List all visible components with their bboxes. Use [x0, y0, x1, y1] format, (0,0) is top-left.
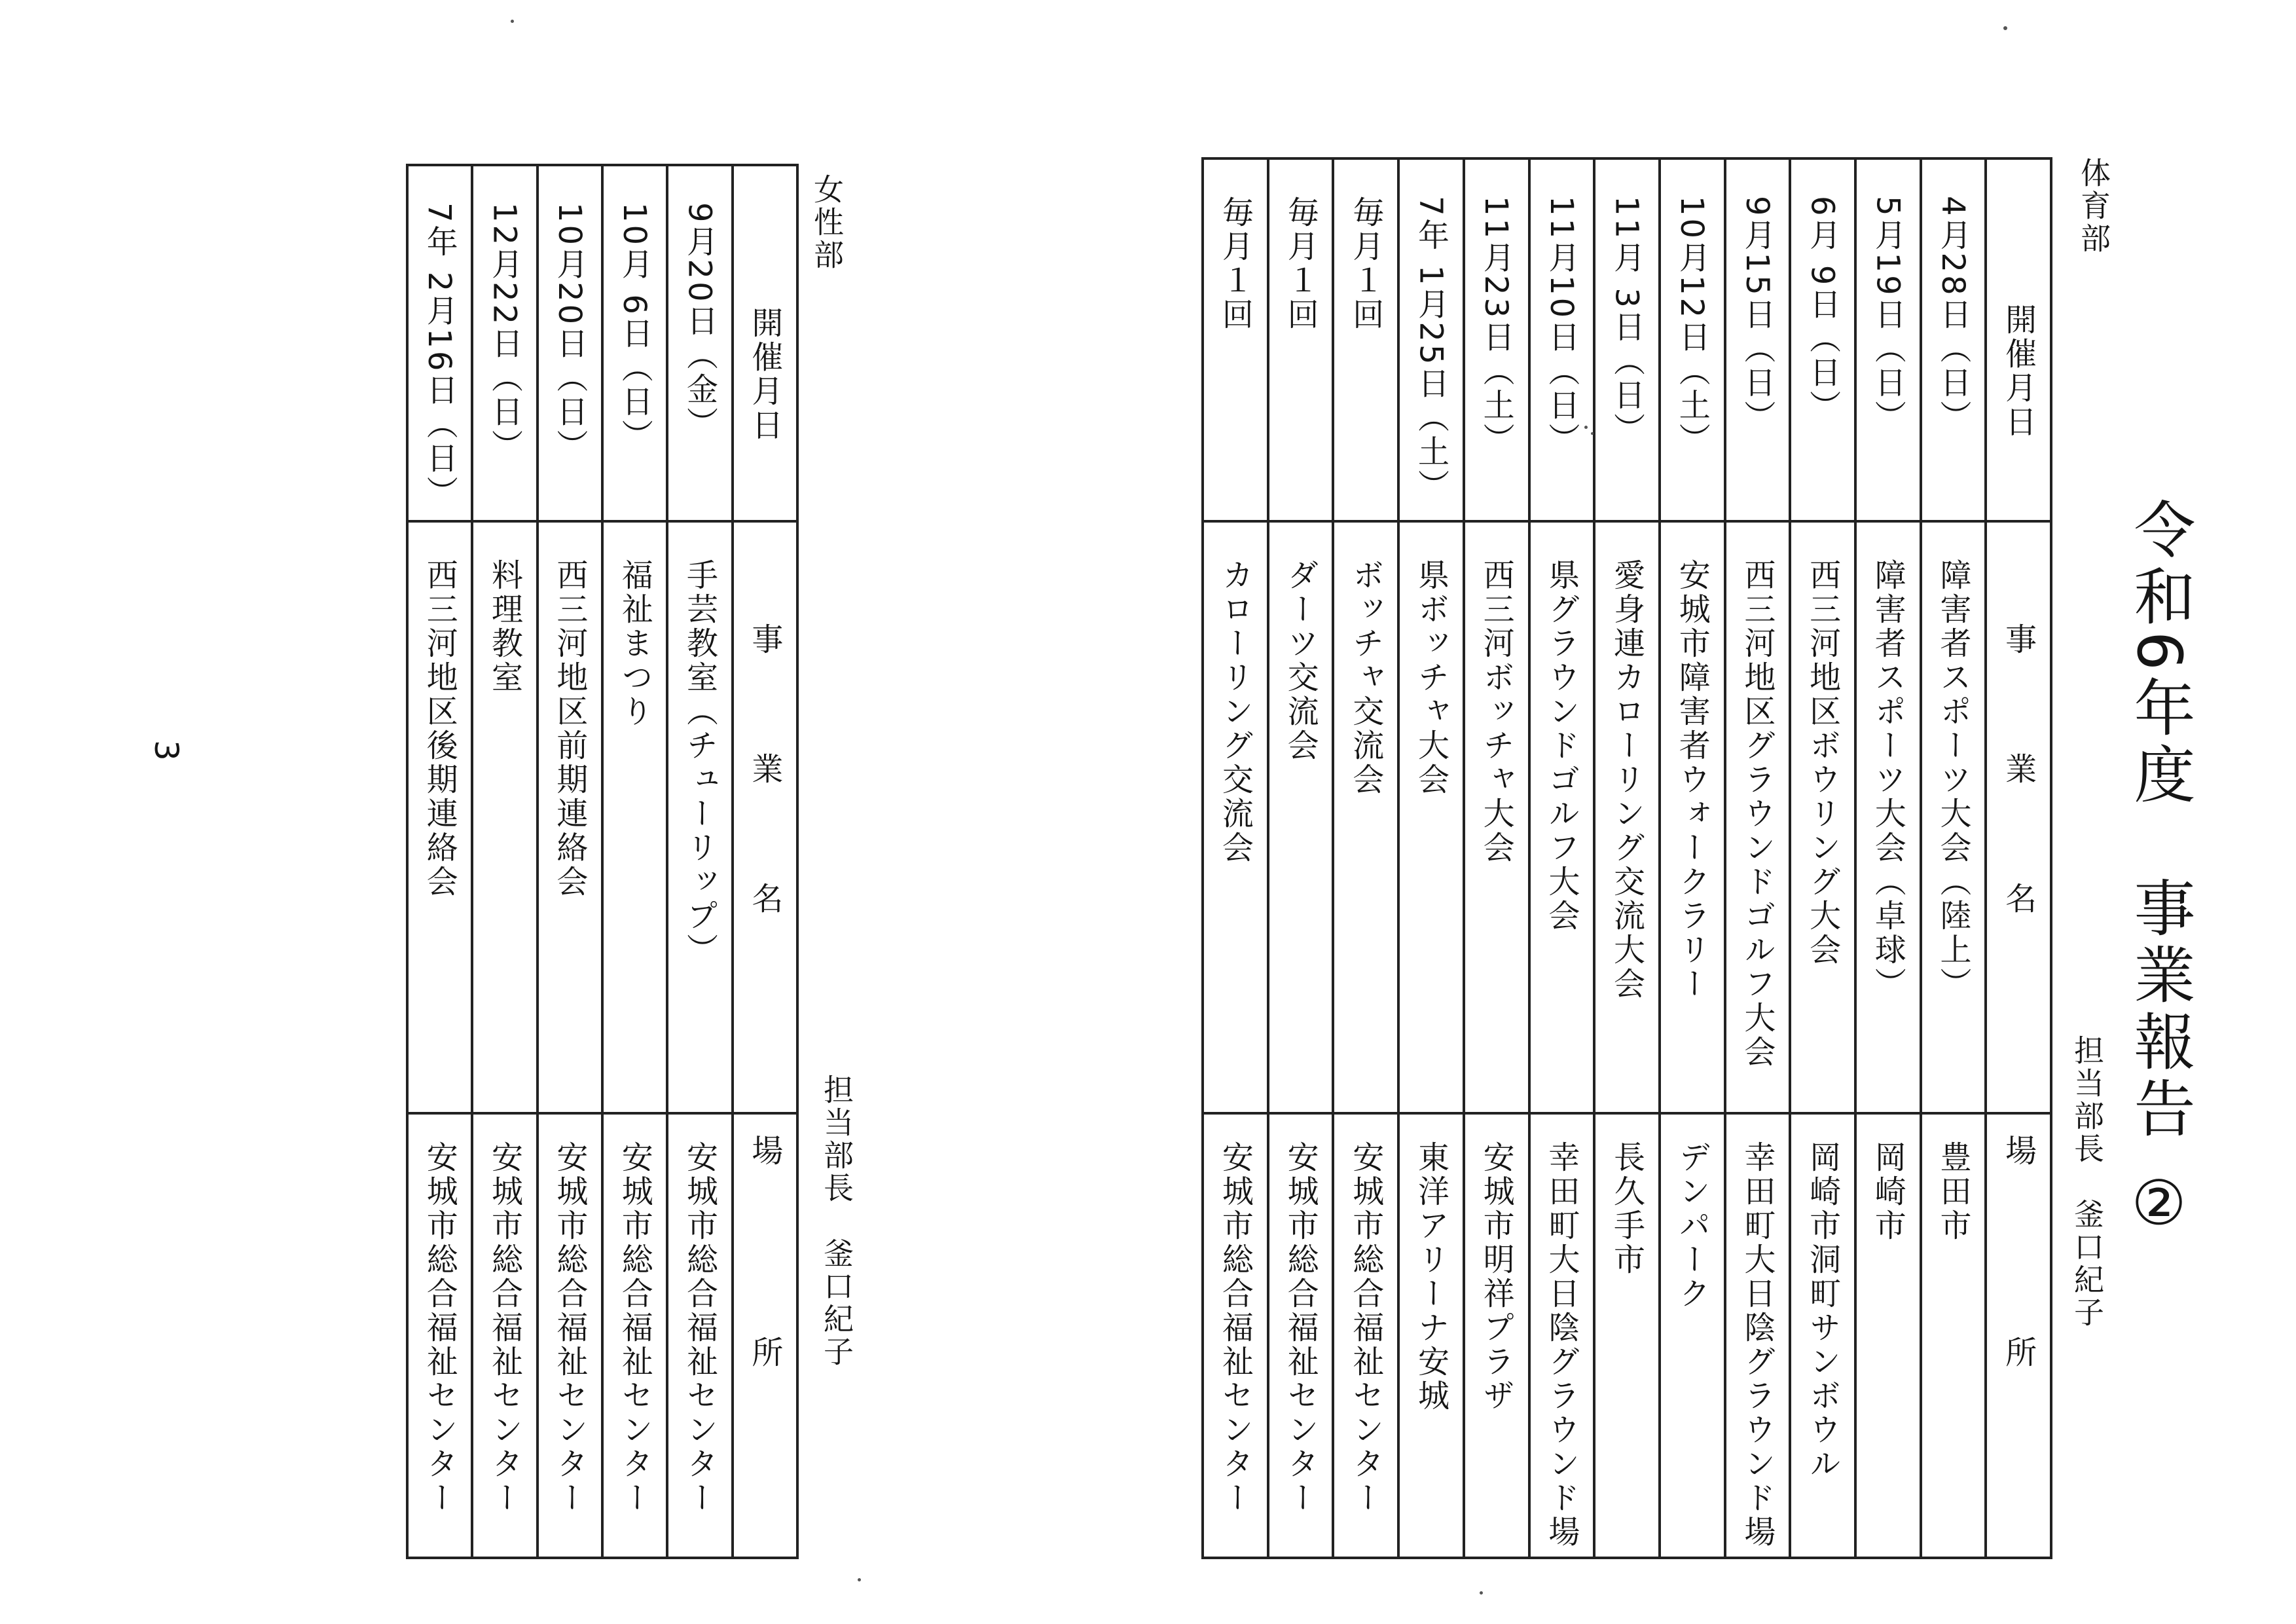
cell-date: 11月10日（日） — [1529, 158, 1595, 521]
cell-date: 5月19日（日） — [1855, 158, 1921, 521]
table-row — [602, 165, 667, 1558]
header-row — [1986, 158, 2051, 1558]
header-date: 開催月日 — [733, 165, 797, 521]
cell-event: 西三河地区ボウリング大会 — [1790, 521, 1855, 1113]
cell-place: 東洋アリーナ安城 — [1398, 1113, 1464, 1558]
cell-event: 障害者スポーツ大会（陸上） — [1921, 521, 1986, 1113]
cell-event: 県ボッチャ大会 — [1398, 521, 1464, 1113]
cell-date: 7年 2月16日（日） — [407, 165, 472, 521]
header-event: 事業名 — [733, 521, 797, 1113]
schedule-table-josei — [406, 164, 799, 1559]
cell-place: 安城市総合福祉センター — [1333, 1113, 1398, 1558]
cell-place: 長久手市 — [1594, 1113, 1660, 1558]
cell-event: 福祉まつり — [602, 521, 667, 1113]
table-row — [1529, 158, 1595, 1558]
cell-place: 安城市明祥プラザ — [1464, 1113, 1529, 1558]
cell-date: 毎月１回 — [1203, 158, 1268, 521]
cell-place: 安城市総合福祉センター — [602, 1113, 667, 1558]
page-title: 令和6年度 事業報告 ② — [2123, 498, 2195, 1245]
cell-date: 毎月１回 — [1268, 158, 1334, 521]
table-row — [1203, 158, 1268, 1558]
scan-speck — [2003, 26, 2007, 30]
cell-date: 11月 3日（日） — [1594, 158, 1660, 521]
cell-date: 10月20日（日） — [538, 165, 602, 521]
cell-place: 安城市総合福祉センター — [472, 1113, 537, 1558]
cell-place: 岡崎市 — [1855, 1113, 1921, 1558]
table-row — [1594, 158, 1660, 1558]
cell-event: 障害者スポーツ大会（卓球） — [1855, 521, 1921, 1113]
cell-event: 西三河ボッチャ大会 — [1464, 521, 1529, 1113]
cell-event: ダーツ交流会 — [1268, 521, 1334, 1113]
table-row — [1921, 158, 1986, 1558]
table-body — [407, 165, 797, 1558]
schedule-table-taiiku — [1201, 157, 2052, 1559]
table-row — [1855, 158, 1921, 1558]
cell-place: 安城市総合福祉センター — [538, 1113, 602, 1558]
cell-event: 西三河地区後期連絡会 — [407, 521, 472, 1113]
cell-event: ボッチャ交流会 — [1333, 521, 1398, 1113]
table-row — [1333, 158, 1398, 1558]
table-row — [1464, 158, 1529, 1558]
header-row — [733, 165, 797, 1558]
table-row — [538, 165, 602, 1558]
table-row — [1725, 158, 1791, 1558]
scan-speck — [1584, 426, 1588, 429]
cell-event: 料理教室 — [472, 521, 537, 1113]
cell-place: 豊田市 — [1921, 1113, 1986, 1558]
cell-date: 10月12日（土） — [1660, 158, 1725, 521]
cell-date: 9月15日（日） — [1725, 158, 1791, 521]
section-label-taiiku: 体育部 — [2076, 157, 2111, 255]
cell-place: 安城市総合福祉センター — [1203, 1113, 1268, 1558]
scan-speck — [1480, 1591, 1483, 1595]
table-body — [1203, 158, 2051, 1558]
cell-date: 6月 9日（日） — [1790, 158, 1855, 521]
cell-date: 4月28日（日） — [1921, 158, 1986, 521]
table-row — [1398, 158, 1464, 1558]
cell-event: 西三河地区グラウンドゴルフ大会 — [1725, 521, 1791, 1113]
table-row — [472, 165, 537, 1558]
cell-place: 幸田町大日陰グラウンド場 — [1529, 1113, 1595, 1558]
cell-place: 安城市総合福祉センター — [407, 1113, 472, 1558]
section-owner-taiiku: 担当部長 釜口紀子 — [2069, 1035, 2105, 1329]
section-label-josei: 女性部 — [809, 174, 845, 272]
scan-speck — [858, 1578, 861, 1581]
cell-place: 幸田町大日陰グラウンド場 — [1725, 1113, 1791, 1558]
cell-date: 12月22日（日） — [472, 165, 537, 521]
cell-event: カローリング交流会 — [1203, 521, 1268, 1113]
cell-place: デンパーク — [1660, 1113, 1725, 1558]
header-place: 場所 — [1986, 1113, 2051, 1558]
scan-speck — [1591, 432, 1594, 435]
table-row — [1660, 158, 1725, 1558]
cell-event: 愛身連カローリング交流大会 — [1594, 521, 1660, 1113]
table-row — [667, 165, 732, 1558]
table-row — [407, 165, 472, 1558]
cell-event: 安城市障害者ウォークラリー — [1660, 521, 1725, 1113]
cell-date: 9月20日（金） — [667, 165, 732, 521]
cell-date: 7年 1月25日（土） — [1398, 158, 1464, 521]
table-row — [1790, 158, 1855, 1558]
table-row — [1268, 158, 1334, 1558]
cell-event: 手芸教室（チューリップ） — [667, 521, 732, 1113]
cell-place: 岡崎市洞町サンボウル — [1790, 1113, 1855, 1558]
cell-event: 県グラウンドゴルフ大会 — [1529, 521, 1595, 1113]
cell-event: 西三河地区前期連絡会 — [538, 521, 602, 1113]
cell-date: 11月23日（土） — [1464, 158, 1529, 521]
cell-date: 10月 6日（日） — [602, 165, 667, 521]
header-date: 開催月日 — [1986, 158, 2051, 521]
header-place: 場所 — [733, 1113, 797, 1558]
page-number: 3 — [147, 740, 185, 761]
cell-place: 安城市総合福祉センター — [667, 1113, 732, 1558]
cell-date: 毎月１回 — [1333, 158, 1398, 521]
scan-speck — [511, 20, 514, 23]
header-event: 事業名 — [1986, 521, 2051, 1113]
cell-place: 安城市総合福祉センター — [1268, 1113, 1334, 1558]
section-owner-josei: 担当部長 釜口紀子 — [819, 1074, 854, 1369]
